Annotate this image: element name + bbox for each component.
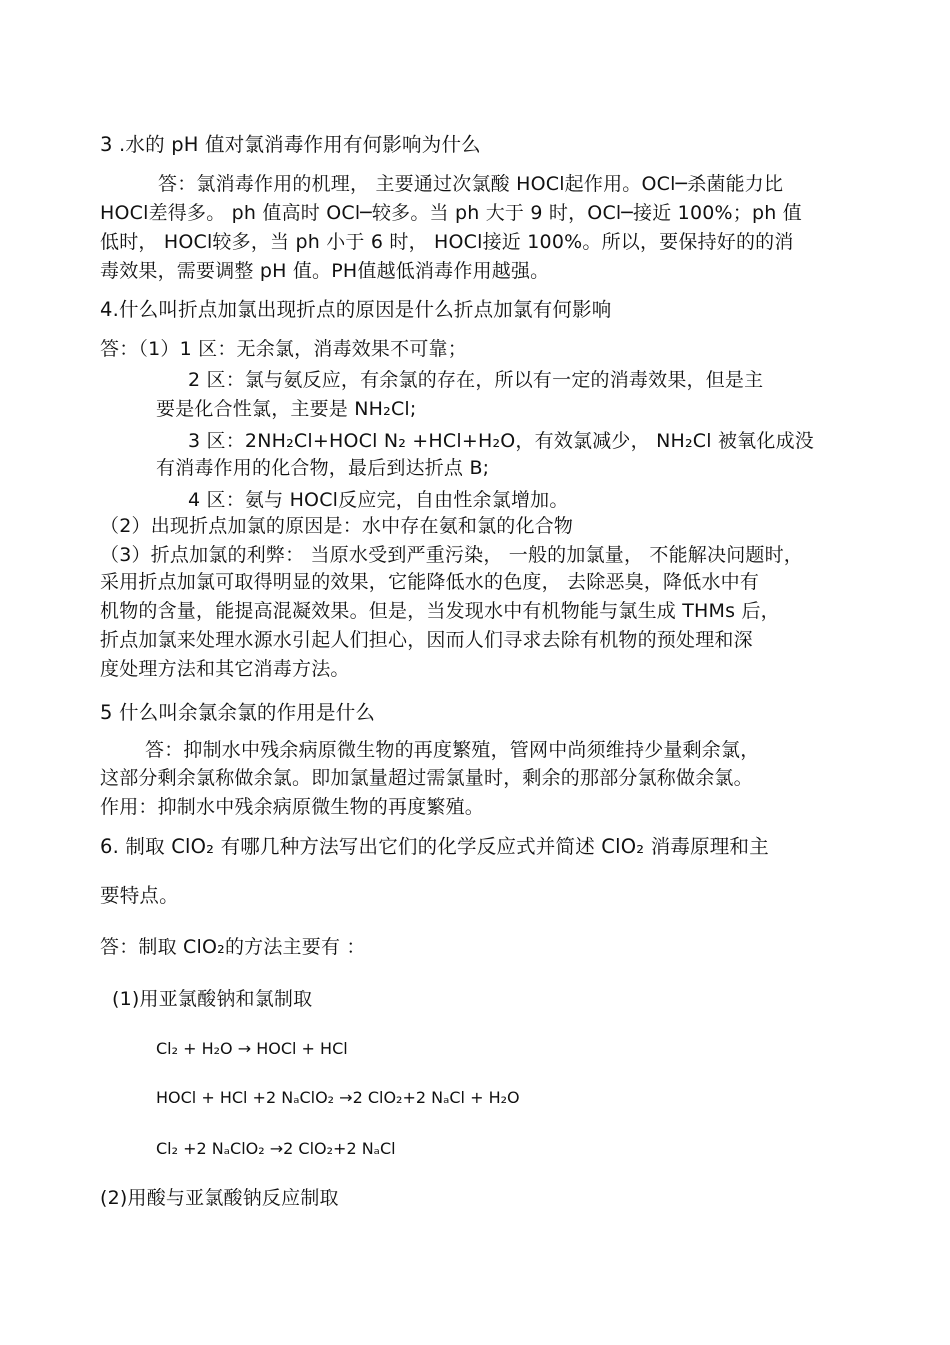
question-5-title: 5 什么叫余氯余氯的作用是什么	[100, 701, 376, 724]
question-5-answer-line-2: 这部分剩余氯称做余氯。即加氯量超过需氯量时，剩余的那部分氯称做余氯。	[100, 767, 753, 789]
question-4-pros-cons-line-4: 折点加氯来处理水源水引起人们担心，因而人们寻求去除有机物的预处理和深	[100, 629, 753, 651]
question-4-zone-3-line-1: 3 区：2NH₂Cl+HOCl N₂ +HCl+H₂O，有效氯减少， NH₂Cl 被氧化成没	[188, 430, 814, 452]
question-4-zone-1: 答：（1）1 区：无余氯，消毒效果不可靠；	[100, 338, 467, 360]
question-4-pros-cons-line-5: 度处理方法和其它消毒方法。	[100, 658, 350, 680]
question-4-pros-cons-line-3: 机物的含量，能提高混凝效果。但是，当发现水中有机物能与氯生成 THMs 后，	[100, 600, 780, 622]
question-3-answer-line-1: 答：氯消毒作用的机理， 主要通过次氯酸 HOCl起作用。OCl─杀菌能力比	[158, 173, 784, 195]
method-1-heading: (1)用亚氯酸钠和氯制取	[112, 988, 313, 1010]
question-3-answer-line-3: 低时， HOCl较多，当 ph 小于 6 时， HOCl接近 100%。所以，要保持好的的消	[100, 231, 794, 253]
question-3-title: 3 .水的 pH 值对氯消毒作用有何影响为什么	[100, 133, 481, 156]
question-4-zone-2-line-2: 要是化合性氯，主要是 NH₂Cl;	[156, 398, 417, 420]
question-5-answer-line-1: 答：抑制水中残余病原微生物的再度繁殖，管网中尚须维持少量剩余氯，	[145, 739, 760, 761]
question-4-zone-2-line-1: 2 区：氯与氨反应，有余氯的存在，所以有一定的消毒效果，但是主	[188, 369, 764, 391]
question-4-pros-cons-line-1: （3）折点加氯的利弊： 当原水受到严重污染， 一般的加氯量， 不能解决问题时，	[100, 544, 804, 566]
question-5-answer-line-3: 作用：抑制水中残余病原微生物的再度繁殖。	[100, 796, 485, 818]
equation-3: Cl₂ +2 NₐClO₂ →2 ClO₂+2 NₐCl	[156, 1139, 396, 1158]
question-4-zone-4: 4 区：氨与 HOCl反应完，自由性余氯增加。	[188, 489, 569, 511]
question-3-answer-line-4: 毒效果，需要调整 pH 值。PH值越低消毒作用越强。	[100, 260, 550, 282]
question-4-pros-cons-line-2: 采用折点加氯可取得明显的效果，它能降低水的色度， 去除恶臭，降低水中有	[100, 571, 760, 593]
question-4-zone-3-line-2: 有消毒作用的化合物，最后到达折点 B;	[156, 457, 490, 479]
question-3-answer-line-2: HOCl差得多。 ph 值高时 OCl─较多。当 ph 大于 9 时，OCl─接近 100%；ph 值	[100, 202, 802, 224]
question-4-title: 4.什么叫折点加氯出现折点的原因是什么折点加氯有何影响	[100, 298, 612, 321]
equation-2: HOCl + HCl +2 NₐClO₂ →2 ClO₂+2 NₐCl + H₂O	[156, 1088, 520, 1107]
question-4-reason: （2）出现折点加氯的原因是：水中存在氨和氯的化合物	[100, 515, 574, 537]
question-6-answer-intro: 答：制取 ClO₂的方法主要有 ：	[100, 936, 366, 958]
question-6-title-line-1: 6. 制取 ClO₂ 有哪几种方法写出它们的化学反应式并简述 ClO₂ 消毒原理和主	[100, 835, 769, 858]
method-2-heading: (2)用酸与亚氯酸钠反应制取	[100, 1187, 339, 1209]
equation-1: Cl₂ + H₂O → HOCl + HCl	[156, 1039, 348, 1058]
question-6-title-line-2: 要特点。	[100, 884, 179, 907]
